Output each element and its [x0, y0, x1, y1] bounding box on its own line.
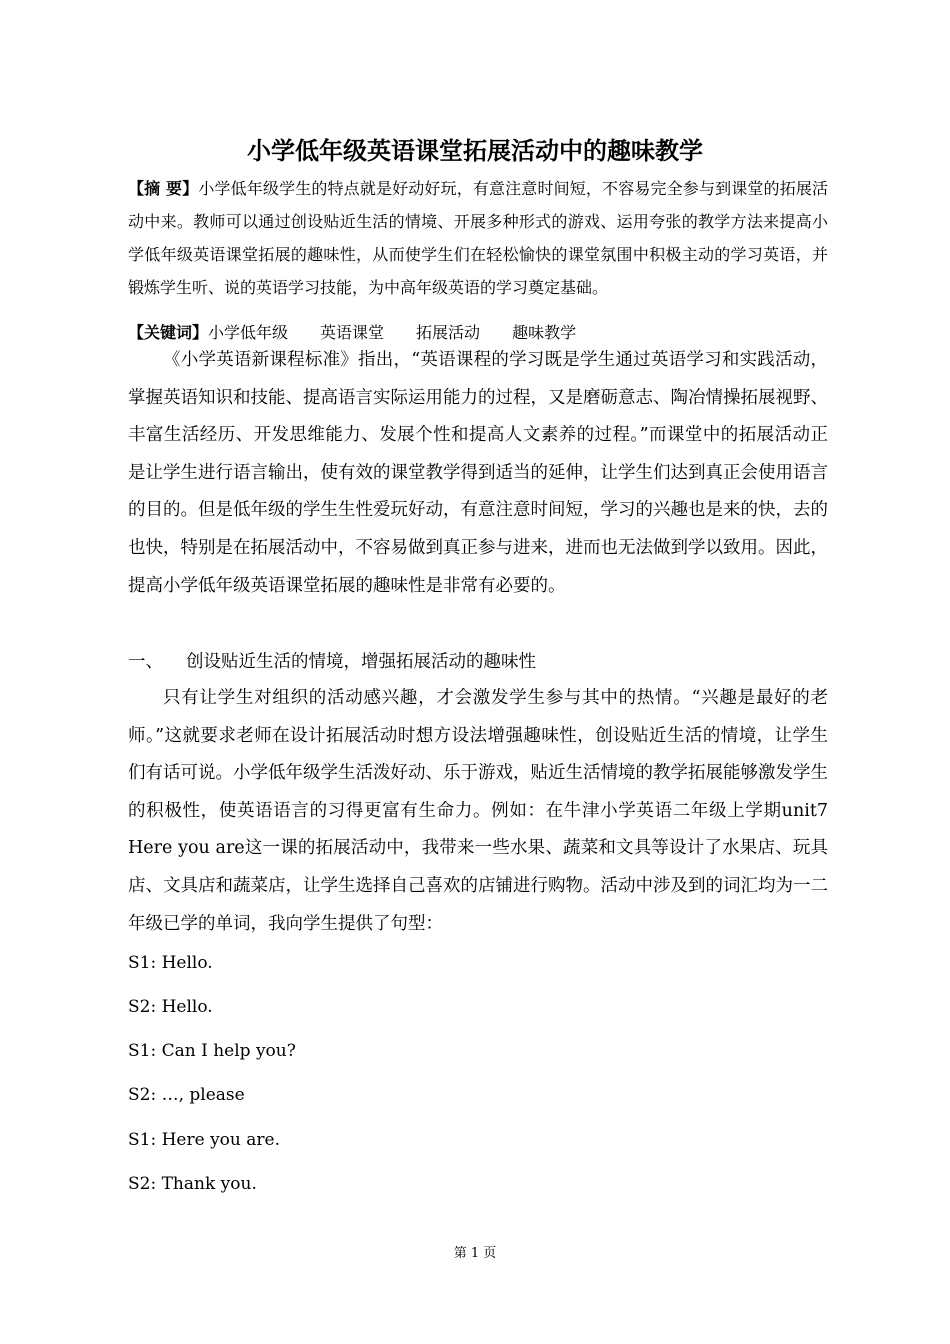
- keywords-label: 【关键词】: [128, 323, 209, 342]
- section-number: 一、: [128, 652, 163, 672]
- dialogue-line: S1: Hello.: [128, 953, 213, 973]
- abstract: [128, 172, 828, 304]
- section-paragraph: 只有让学生对组织的活动感兴趣，才会激发学生参与其中的热情。“兴趣是最好的老师。”这就要求老师在设计拓展活动时想方设法增强趣味性，创设贴近生活的情境，让学生们有话可说。小学低年级学生活泼好动、乐于游戏，贴近生活情境的教学拓展能够激发学生的积极性，使英语语言的习得更富有生命力。例如：在牛津小学英语二年级上学期unit7 Here you are这一课的拓展活动中，我带来一些水果、蔬菜和文具等设计了水果店、玩具店、文具店和蔬菜店，让学生选择自己喜欢的店铺进行购物。活动中涉及到的词汇均为一二年级已学的单词，我向学生提供了句型：: [128, 688, 828, 934]
- page-number: 第 1 页: [453, 1246, 497, 1261]
- dialogue-line: S2: Thank you.: [128, 1174, 257, 1194]
- dialogue-line: S2: …, please: [128, 1085, 245, 1105]
- abstract-label: 【摘 要】: [128, 179, 199, 198]
- intro-paragraph: 《小学英语新课程标准》指出，“英语课程的学习既是学生通过英语学习和实践活动，掌握英语知识和技能、提高语言实际运用能力的过程，又是磨砺意志、陶冶情操拓展视野、丰富生活经历、开发思维能力、发展个性和提高人文素养的过程。”而课堂中的拓展活动正是让学生进行语言输出，使有效的课堂教学得到适当的延伸，让学生们达到真正会使用语言的目的。但是低年级的学生生性爱玩好动，有意注意时间短，学习的兴趣也是来的快，去的也快，特别是在拓展活动中，不容易做到真正参与进来，进而也无法做到学以致用。因此，提高小学低年级英语课堂拓展的趣味性是非常有必要的。: [128, 350, 828, 596]
- dialogue-line: S1: Can I help you?: [128, 1041, 296, 1061]
- keyword: 拓展活动: [416, 323, 481, 342]
- keyword: 英语课堂: [320, 323, 385, 342]
- keyword: 趣味教学: [512, 323, 577, 342]
- dialogue-line: S2: Hello.: [128, 997, 213, 1017]
- dialogue-line: S1: Here you are.: [128, 1130, 280, 1150]
- document-title: 小学低年级英语课堂拓展活动中的趣味教学: [247, 137, 703, 165]
- keyword: 小学低年级: [208, 323, 289, 342]
- abstract-text: 小学低年级学生的特点就是好动好玩，有意注意时间短，不容易完全参与到课堂的拓展活动中来。教师可以通过创设贴近生活的情境、开展多种形式的游戏、运用夸张的教学方法来提高小学低年级英语课堂拓展的趣味性，从而使学生们在轻松愉快的课堂氛围中积极主动的学习英语，并锻炼学生听、说的英语学习技能，为中高年级英语的学习奠定基础。: [128, 179, 828, 297]
- section-heading-text: 创设贴近生活的情境，增强拓展活动的趣味性: [186, 652, 536, 672]
- section-heading: [128, 644, 828, 680]
